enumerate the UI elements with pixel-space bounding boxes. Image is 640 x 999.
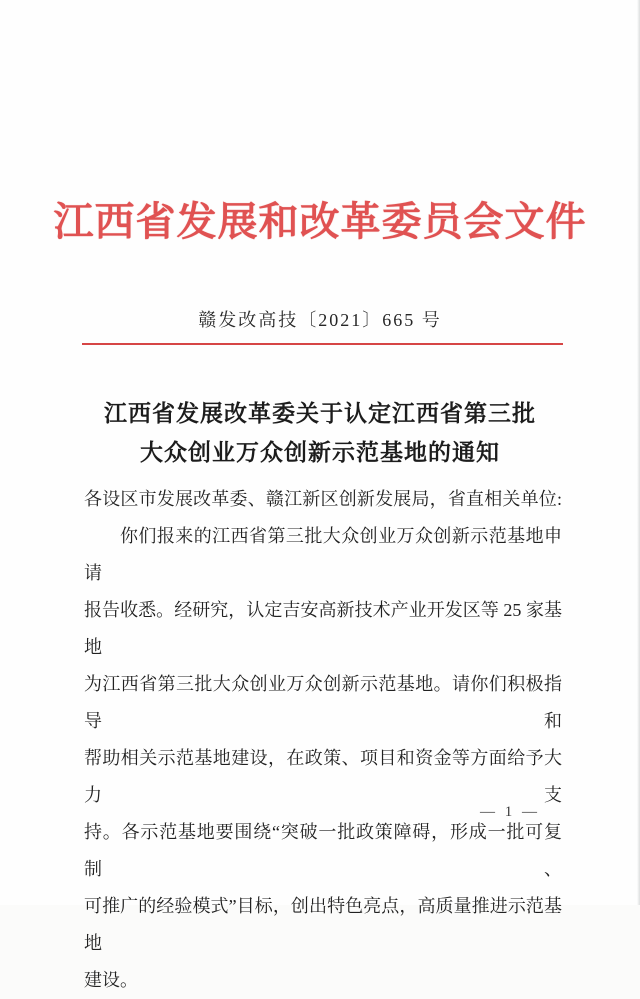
body-line: 为江西省第三批大众创业万众创新示范基地。请你们积极指导和 bbox=[84, 674, 562, 731]
document-title bbox=[0, 394, 640, 472]
document-title-line2: 大众创业万众创新示范基地的通知 bbox=[140, 440, 500, 465]
body-line: 可推广的经验模式”目标，创出特色亮点，高质量推进示范基地 bbox=[84, 896, 562, 953]
body-line-salutation: 各设区市发展改革委、赣江新区创新发展局，省直相关单位: bbox=[84, 489, 562, 509]
document-number: 赣发改高技〔2021〕665 号 bbox=[198, 310, 442, 330]
body-line: 帮助相关示范基地建设，在政策、项目和资金等方面给予大力支 bbox=[84, 748, 562, 805]
red-divider-line bbox=[82, 343, 563, 345]
body-line: 报告收悉。经研究，认定吉安高新技术产业开发区等 25 家基地 bbox=[84, 600, 562, 657]
body-line: 持。各示范基地要围绕“突破一批政策障碍，形成一批可复制、 bbox=[84, 822, 562, 879]
document-header-title: 江西省发展和改革委员会文件 bbox=[53, 199, 587, 244]
body-line: 你们报来的江西省第三批大众创业万众创新示范基地申请 bbox=[84, 526, 562, 583]
document-body bbox=[84, 481, 562, 999]
body-line: 建设。 bbox=[84, 970, 138, 990]
page-number: — 1 — bbox=[480, 804, 540, 820]
document-title-line1: 江西省发展改革委关于认定江西省第三批 bbox=[104, 401, 536, 426]
